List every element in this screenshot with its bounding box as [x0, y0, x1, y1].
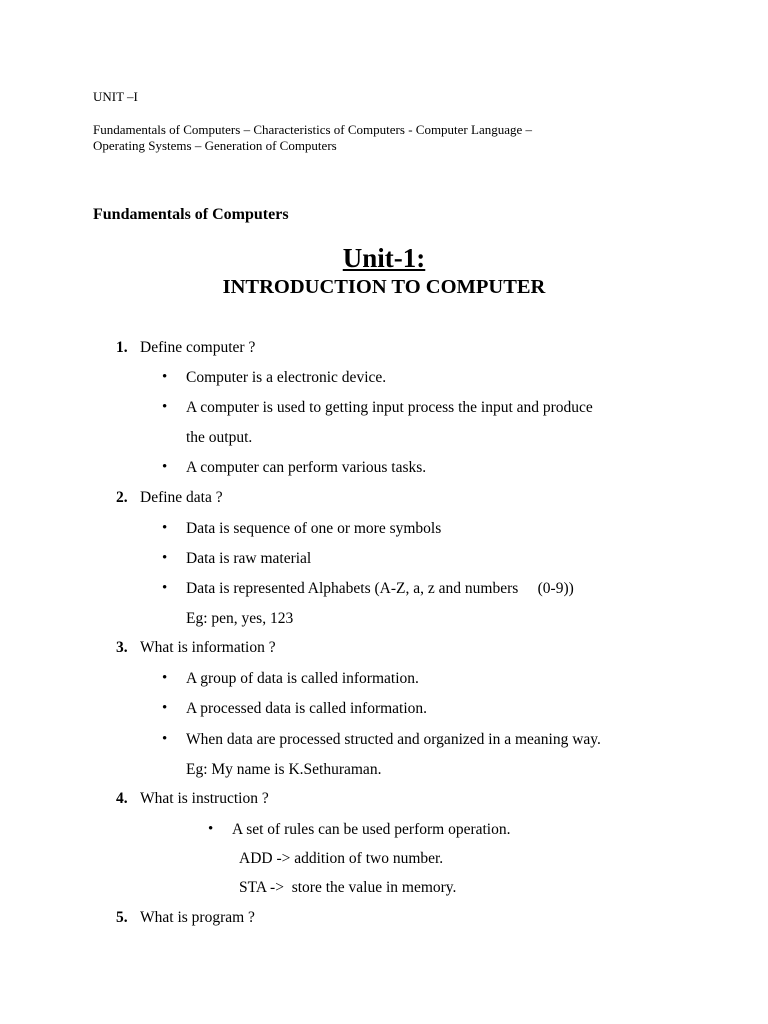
- example-line: Eg: pen, yes, 123: [186, 610, 294, 627]
- bullet-icon: •: [162, 731, 168, 747]
- bullet-icon: •: [162, 520, 168, 536]
- question-number: 4.: [116, 790, 128, 807]
- example-line: Eg: My name is K.Sethuraman.: [186, 761, 382, 778]
- list-item: Data is sequence of one or more symbols: [186, 520, 442, 537]
- question-text: What is instruction ?: [140, 790, 269, 807]
- bullet-icon: •: [162, 459, 168, 475]
- bullet-icon: •: [162, 399, 168, 415]
- topics-line-1: Fundamentals of Computers – Characteristics of Computers - Computer Language –: [93, 122, 533, 137]
- list-item: A processed data is called information.: [186, 700, 428, 717]
- list-item: When data are processed structed and organized in a meaning way.: [186, 731, 601, 748]
- list-item: Data is represented Alphabets (A-Z, a, z and numbers (0-9)): [186, 580, 574, 597]
- list-item: A computer is used to getting input process the input and produce: [186, 399, 593, 416]
- topics-line-2: Operating Systems – Generation of Computers: [93, 138, 337, 153]
- list-item: Data is raw material: [186, 550, 312, 567]
- bullet-icon: •: [162, 700, 168, 716]
- list-item: A set of rules can be used perform operation.: [232, 821, 511, 838]
- instruction-line: ADD -> addition of two number.: [239, 850, 444, 867]
- unit-title: Unit-1:: [342, 243, 426, 273]
- question-text: What is information ?: [140, 639, 276, 656]
- bullet-icon: •: [162, 580, 168, 596]
- section-heading: Fundamentals of Computers: [93, 206, 289, 223]
- list-item: Computer is a electronic device.: [186, 369, 387, 386]
- question-text: What is program ?: [140, 909, 255, 926]
- bullet-icon: •: [162, 670, 168, 686]
- bullet-icon: •: [162, 550, 168, 566]
- bullet-icon: •: [162, 369, 168, 385]
- question-number: 1.: [116, 339, 128, 356]
- list-item-continuation: the output.: [186, 429, 253, 446]
- unit-label: UNIT –I: [93, 89, 138, 104]
- question-number: 3.: [116, 639, 128, 656]
- question-text: Define data ?: [140, 489, 223, 506]
- list-item: A group of data is called information.: [186, 670, 419, 687]
- question-number: 5.: [116, 909, 128, 926]
- question-text: Define computer ?: [140, 339, 256, 356]
- list-item: A computer can perform various tasks.: [186, 459, 427, 476]
- unit-subtitle: INTRODUCTION TO COMPUTER: [222, 276, 546, 298]
- instruction-line: STA -> store the value in memory.: [239, 879, 457, 896]
- question-number: 2.: [116, 489, 128, 506]
- bullet-icon: •: [208, 821, 214, 837]
